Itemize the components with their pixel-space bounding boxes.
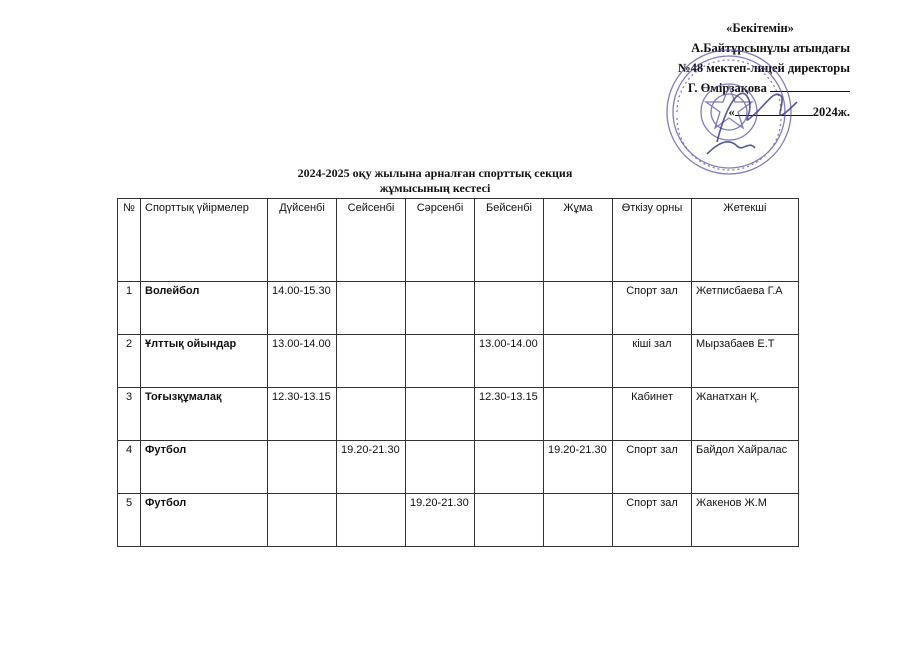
cell-num: 3: [118, 388, 141, 441]
cell-fri: 19.20-21.30: [544, 441, 613, 494]
cell-mon: [268, 441, 337, 494]
date-suffix: 2024ж.: [812, 105, 850, 119]
cell-mon: 12.30-13.15: [268, 388, 337, 441]
header-fri: Жұма: [544, 199, 613, 282]
cell-num: 2: [118, 335, 141, 388]
approval-title: «Бекітемін»: [726, 21, 794, 35]
header-wed: Сәрсенбі: [406, 199, 475, 282]
cell-wed: 19.20-21.30: [406, 494, 475, 547]
header-mon: Дүйсенбі: [268, 199, 337, 282]
cell-section: Ұлттық ойындар: [141, 335, 268, 388]
cell-wed: [406, 388, 475, 441]
header-num: №: [118, 199, 141, 282]
approval-line-1: А.Байтұрсынұлы атындағы: [691, 41, 850, 55]
cell-thu: [475, 494, 544, 547]
table-row: [118, 494, 799, 547]
cell-place: Кабинет: [613, 388, 692, 441]
table-row: [118, 335, 799, 388]
cell-num: 1: [118, 282, 141, 335]
cell-tue: [337, 494, 406, 547]
cell-leader: Мырзабаев Е.Т: [692, 335, 799, 388]
cell-wed: [406, 282, 475, 335]
cell-section: Волейбол: [141, 282, 268, 335]
cell-tue: [337, 282, 406, 335]
cell-fri: [544, 282, 613, 335]
cell-fri: [544, 494, 613, 547]
cell-thu: [475, 441, 544, 494]
official-seal-icon: [657, 42, 807, 182]
document-title: [270, 166, 600, 196]
cell-place: Спорт зал: [613, 282, 692, 335]
cell-section: Футбол: [141, 494, 268, 547]
cell-tue: [337, 335, 406, 388]
header-tue: Сейсенбі: [337, 199, 406, 282]
header-thu: Бейсенбі: [475, 199, 544, 282]
cell-num: 5: [118, 494, 141, 547]
cell-leader: Жетписбаева Г.А: [692, 282, 799, 335]
cell-fri: [544, 388, 613, 441]
cell-place: Спорт зал: [613, 494, 692, 547]
table-row: [118, 388, 799, 441]
table-header-row: [118, 199, 799, 282]
document-title-line-1: 2024-2025 оқу жылына арналған спорттық секция: [297, 166, 573, 180]
cell-place: Спорт зал: [613, 441, 692, 494]
cell-thu: [475, 282, 544, 335]
director-name: Г. Өмірзақова: [687, 81, 767, 95]
cell-tue: [337, 388, 406, 441]
approval-line-2: №48 мектеп-лицей директоры: [678, 61, 850, 75]
cell-thu: 13.00-14.00: [475, 335, 544, 388]
cell-mon: 14.00-15.30: [268, 282, 337, 335]
cell-leader: Жанатхан Қ.: [692, 388, 799, 441]
cell-section: Футбол: [141, 441, 268, 494]
cell-wed: [406, 335, 475, 388]
document-title-line-2: жұмысының кестесі: [379, 181, 491, 195]
header-section: Спорттық үйірмелер: [141, 199, 268, 282]
date-prefix: «: [728, 105, 735, 119]
cell-wed: [406, 441, 475, 494]
schedule-table: [117, 198, 799, 547]
header-place: Өткізу орны: [613, 199, 692, 282]
cell-section: Тоғызқұмалақ: [141, 388, 268, 441]
cell-thu: 12.30-13.15: [475, 388, 544, 441]
cell-fri: [544, 335, 613, 388]
cell-tue: 19.20-21.30: [337, 441, 406, 494]
cell-leader: Жакенов Ж.М: [692, 494, 799, 547]
cell-leader: Байдол Хайралас: [692, 441, 799, 494]
header-leader: Жетекші: [692, 199, 799, 282]
table-row: [118, 441, 799, 494]
cell-mon: [268, 494, 337, 547]
table-row: [118, 282, 799, 335]
cell-num: 4: [118, 441, 141, 494]
cell-place: кіші зал: [613, 335, 692, 388]
cell-mon: 13.00-14.00: [268, 335, 337, 388]
